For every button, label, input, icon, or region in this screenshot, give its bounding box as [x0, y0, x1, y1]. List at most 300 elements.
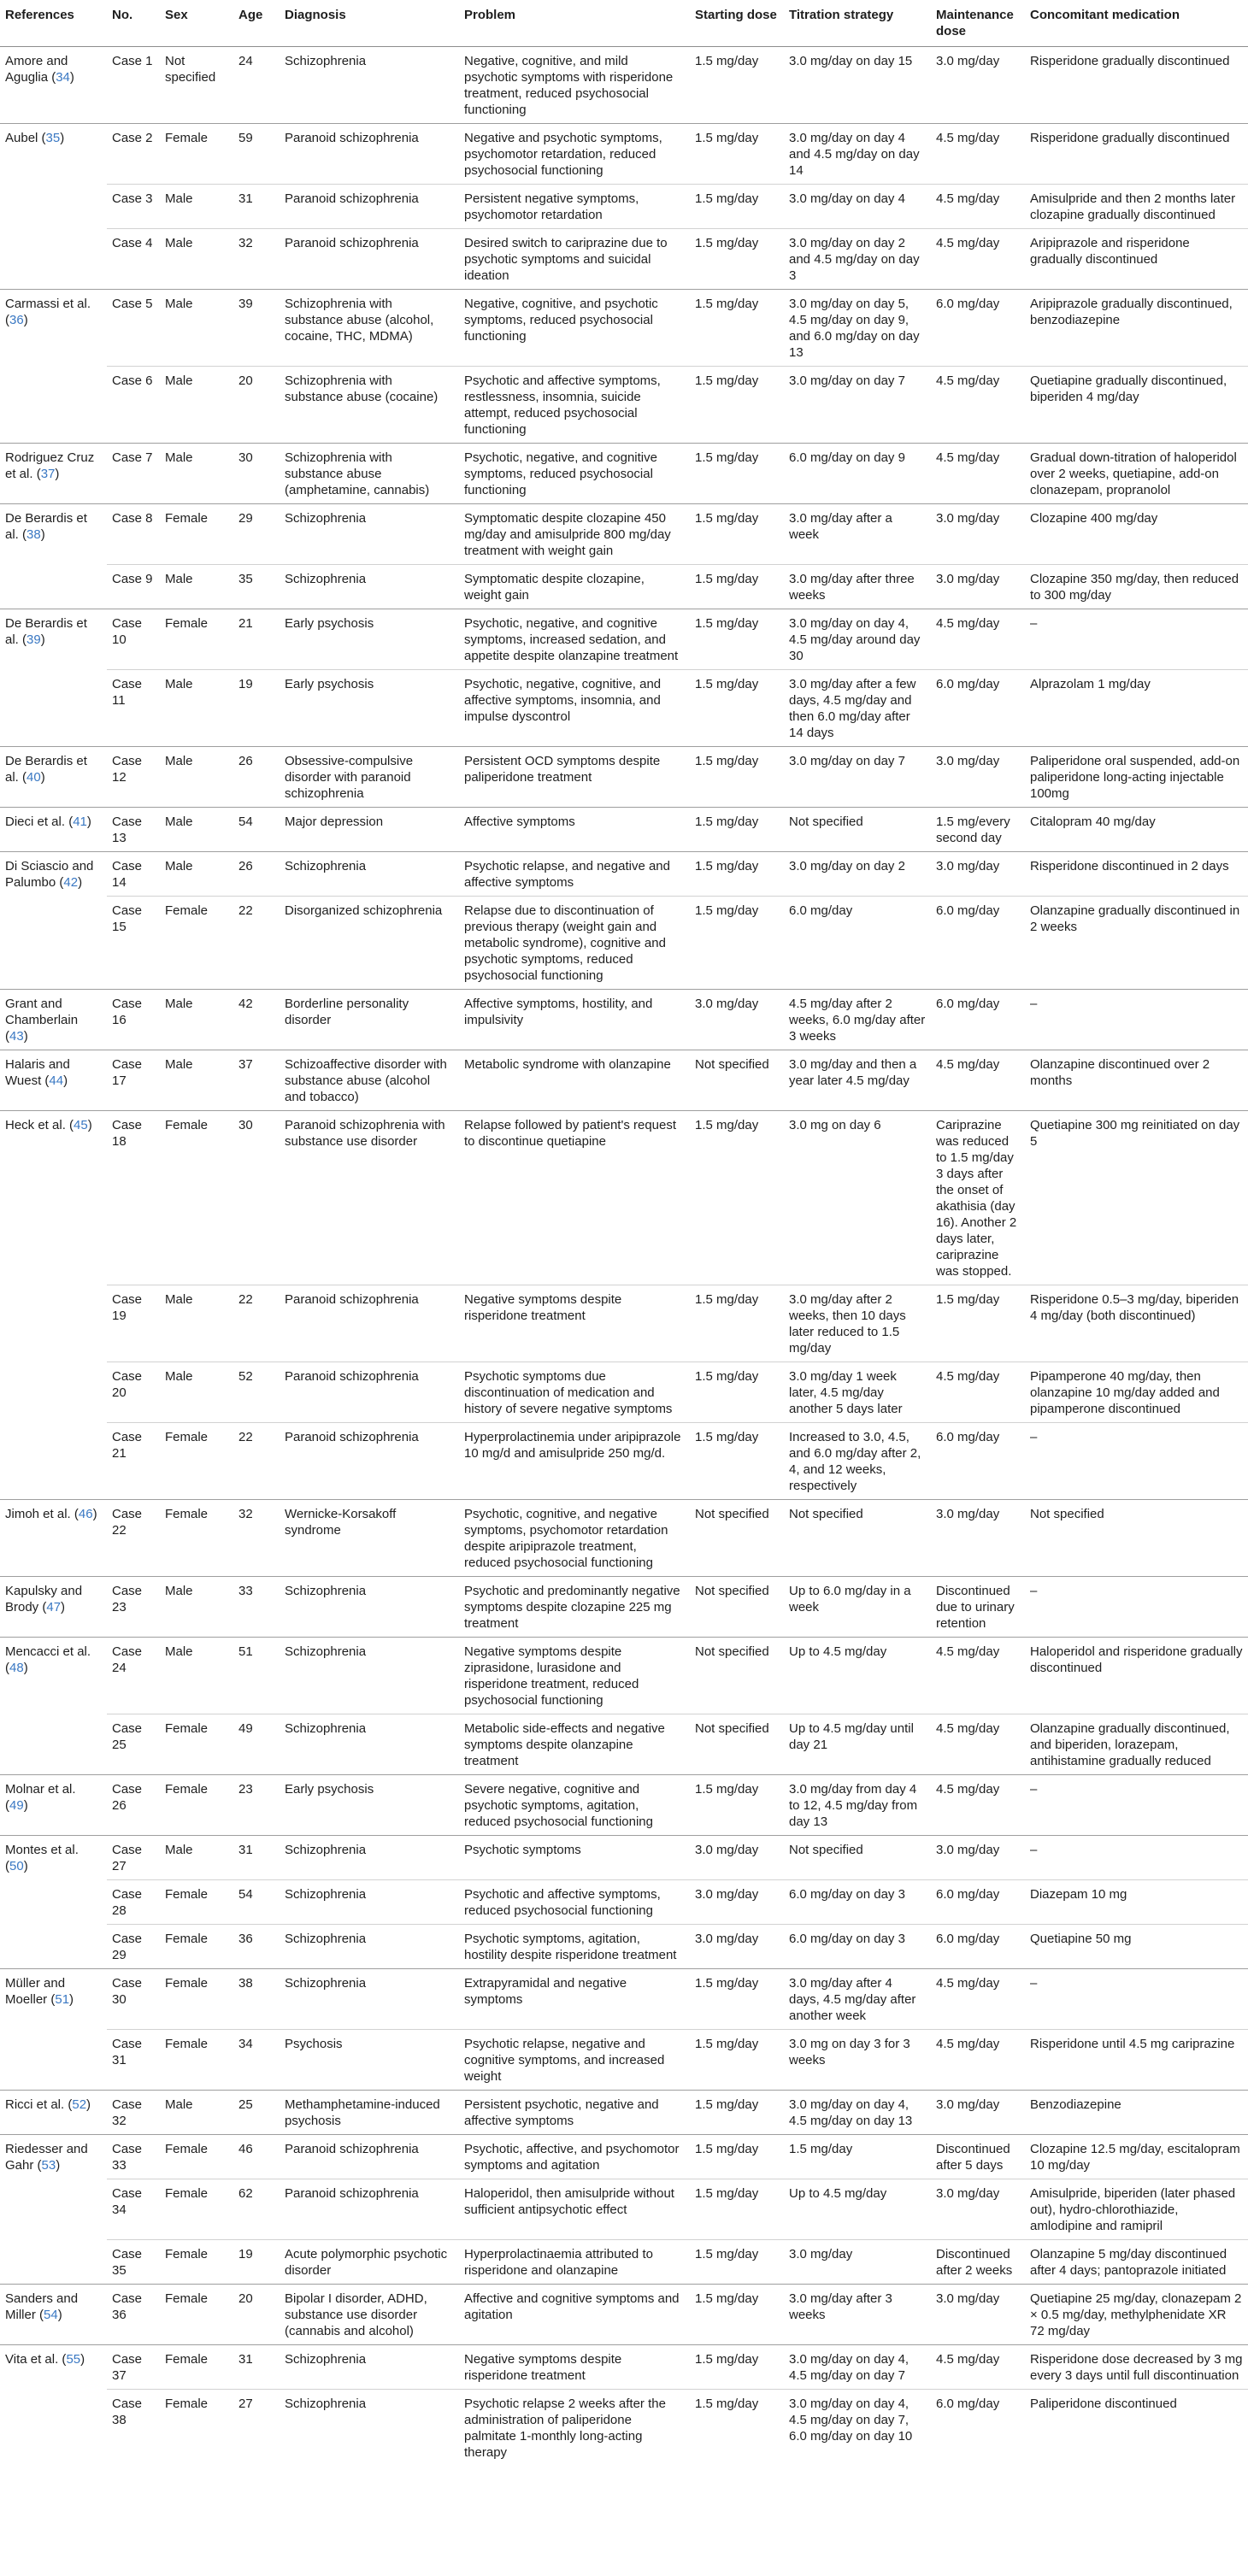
cell-problem: Psychotic, negative, and cognitive symptoms, increased sedation, and appetite despite olanzapine treatment — [459, 609, 690, 670]
cell-problem: Persistent OCD symptoms despite paliperidone treatment — [459, 747, 690, 808]
cell-age: 38 — [233, 1969, 280, 2030]
cell-concomitant-medication: Amisulpride and then 2 months later clozapine gradually discontinued — [1025, 185, 1248, 229]
cell-starting-dose: 1.5 mg/day — [690, 1969, 784, 2030]
reference-link[interactable]: 50 — [9, 1859, 24, 1873]
cell-starting-dose: 3.0 mg/day — [690, 1836, 784, 1880]
reference-authors: Aubel — [5, 131, 38, 145]
cell-titration-strategy: 3.0 mg/day on day 4 and 4.5 mg/day on day 14 — [784, 124, 931, 185]
cell-reference: De Berardis et al. (39) — [0, 609, 107, 670]
cell-problem: Psychotic relapse 2 weeks after the administration of paliperidone palmitate 1-monthly long-acting therapy — [459, 2390, 690, 2467]
table-row — [0, 1423, 1248, 1500]
cell-problem: Relapse due to discontinuation of previous therapy (weight gain and metabolic syndrome), cognitive and psychotic symptoms, reduced psychosocial functioning — [459, 897, 690, 990]
cell-titration-strategy: 3.0 mg/day after a few days, 4.5 mg/day and then 6.0 mg/day after 14 days — [784, 670, 931, 747]
reference-authors: Molnar et al. — [5, 1782, 76, 1797]
cell-case-number: Case 24 — [107, 1638, 160, 1714]
cell-age: 22 — [233, 1423, 280, 1500]
col-header-maintenance-dose: Maintenance dose — [931, 0, 1025, 47]
cell-age: 31 — [233, 2345, 280, 2390]
cell-diagnosis: Schizophrenia — [280, 1577, 459, 1638]
cell-problem: Affective and cognitive symptoms and agitation — [459, 2285, 690, 2345]
cell-maintenance-dose: 4.5 mg/day — [931, 1714, 1025, 1775]
reference-link[interactable]: 39 — [26, 632, 41, 647]
cell-case-number: Case 30 — [107, 1969, 160, 2030]
cell-problem: Symptomatic despite clozapine, weight gain — [459, 565, 690, 609]
cell-maintenance-dose: 3.0 mg/day — [931, 1836, 1025, 1880]
cell-diagnosis: Paranoid schizophrenia — [280, 124, 459, 185]
cell-reference: Sanders and Miller (54) — [0, 2285, 107, 2345]
cell-titration-strategy: 3.0 mg/day after 4 days, 4.5 mg/day after another week — [784, 1969, 931, 2030]
reference-authors: Dieci et al. — [5, 815, 66, 829]
cell-diagnosis: Schizophrenia — [280, 1638, 459, 1714]
table-row — [0, 609, 1248, 670]
cell-titration-strategy: 3.0 mg/day after 2 weeks, then 10 days later reduced to 1.5 mg/day — [784, 1285, 931, 1362]
cell-titration-strategy: 3.0 mg on day 6 — [784, 1111, 931, 1285]
cell-reference — [0, 1362, 107, 1423]
cell-age: 34 — [233, 2030, 280, 2091]
cell-sex: Female — [160, 1880, 233, 1925]
cell-case-number: Case 10 — [107, 609, 160, 670]
cell-case-number: Case 11 — [107, 670, 160, 747]
reference-link[interactable]: 45 — [74, 1118, 88, 1132]
cell-starting-dose: Not specified — [690, 1050, 784, 1111]
cell-problem: Psychotic relapse, negative and cognitive symptoms, and increased weight — [459, 2030, 690, 2091]
cell-concomitant-medication: Citalopram 40 mg/day — [1025, 808, 1248, 852]
reference-link[interactable]: 37 — [40, 467, 56, 481]
cell-sex: Female — [160, 2390, 233, 2467]
reference-link[interactable]: 41 — [73, 815, 87, 829]
table-row — [0, 124, 1248, 185]
cell-concomitant-medication: Aripiprazole gradually discontinued, benzodiazepine — [1025, 290, 1248, 367]
cell-concomitant-medication: Aripiprazole and risperidone gradually discontinued — [1025, 229, 1248, 290]
cell-maintenance-dose: Discontinued due to urinary retention — [931, 1577, 1025, 1638]
cell-age: 30 — [233, 1111, 280, 1285]
cell-reference — [0, 2390, 107, 2467]
reference-link[interactable]: 42 — [63, 875, 79, 890]
table-row — [0, 290, 1248, 367]
cell-sex: Female — [160, 1423, 233, 1500]
cell-starting-dose: 1.5 mg/day — [690, 565, 784, 609]
cell-problem: Negative and psychotic symptoms, psychomotor retardation, reduced psychosocial functioning — [459, 124, 690, 185]
cell-problem: Psychotic symptoms due discontinuation of medication and history of severe negative symptoms — [459, 1362, 690, 1423]
table-row — [0, 808, 1248, 852]
cell-age: 20 — [233, 2285, 280, 2345]
cell-concomitant-medication: – — [1025, 990, 1248, 1050]
cell-case-number: Case 27 — [107, 1836, 160, 1880]
reference-link[interactable]: 40 — [26, 770, 41, 785]
cell-sex: Not specified — [160, 47, 233, 124]
cell-sex: Female — [160, 609, 233, 670]
cell-maintenance-dose: 6.0 mg/day — [931, 2390, 1025, 2467]
cell-maintenance-dose: 6.0 mg/day — [931, 990, 1025, 1050]
cell-titration-strategy: 3.0 mg/day after 3 weeks — [784, 2285, 931, 2345]
reference-authors: Montes et al. — [5, 1843, 79, 1857]
header-row — [0, 0, 1248, 47]
reference-authors: De Berardis et al. — [5, 754, 87, 785]
cell-starting-dose: Not specified — [690, 1638, 784, 1714]
cell-concomitant-medication: Risperidone discontinued in 2 days — [1025, 852, 1248, 897]
table-row — [0, 2285, 1248, 2345]
cell-age: 35 — [233, 565, 280, 609]
col-header-references: References — [0, 0, 107, 47]
cell-case-number: Case 32 — [107, 2091, 160, 2135]
table-row — [0, 229, 1248, 290]
table-row — [0, 747, 1248, 808]
cell-titration-strategy: 3.0 mg/day and then a year later 4.5 mg/day — [784, 1050, 931, 1111]
cell-case-number: Case 5 — [107, 290, 160, 367]
cell-sex: Female — [160, 1714, 233, 1775]
cell-maintenance-dose: 3.0 mg/day — [931, 852, 1025, 897]
cell-diagnosis: Schizophrenia — [280, 1925, 459, 1969]
table-row — [0, 504, 1248, 565]
table-row — [0, 1880, 1248, 1925]
cell-diagnosis: Schizophrenia — [280, 1836, 459, 1880]
table-row — [0, 2135, 1248, 2179]
cell-maintenance-dose: 4.5 mg/day — [931, 609, 1025, 670]
cell-starting-dose: 3.0 mg/day — [690, 1880, 784, 1925]
cell-problem: Metabolic syndrome with olanzapine — [459, 1050, 690, 1111]
cell-diagnosis: Early psychosis — [280, 1775, 459, 1836]
reference-link[interactable]: 51 — [55, 1992, 70, 2007]
cell-maintenance-dose: 4.5 mg/day — [931, 229, 1025, 290]
cell-problem: Negative symptoms despite ziprasidone, lurasidone and risperidone treatment, reduced psychosocial functioning — [459, 1638, 690, 1714]
cell-starting-dose: 1.5 mg/day — [690, 124, 784, 185]
cell-maintenance-dose: 3.0 mg/day — [931, 47, 1025, 124]
cell-concomitant-medication: Haloperidol and risperidone gradually discontinued — [1025, 1638, 1248, 1714]
cell-starting-dose: 1.5 mg/day — [690, 1362, 784, 1423]
reference-link[interactable]: 35 — [45, 131, 61, 145]
cell-maintenance-dose: 4.5 mg/day — [931, 185, 1025, 229]
table-row — [0, 1577, 1248, 1638]
cell-diagnosis: Schizophrenia — [280, 504, 459, 565]
cell-sex: Male — [160, 670, 233, 747]
table-row — [0, 2091, 1248, 2135]
cell-problem: Persistent psychotic, negative and affective symptoms — [459, 2091, 690, 2135]
cell-age: 31 — [233, 1836, 280, 1880]
cell-reference: Di Sciascio and Palumbo (42) — [0, 852, 107, 897]
cell-diagnosis: Paranoid schizophrenia — [280, 1423, 459, 1500]
table-row — [0, 1969, 1248, 2030]
cell-starting-dose: 1.5 mg/day — [690, 504, 784, 565]
reference-link[interactable]: 48 — [9, 1661, 24, 1675]
reference-link[interactable]: 38 — [26, 527, 41, 542]
cell-sex: Female — [160, 897, 233, 990]
reference-authors: Grant and Chamberlain — [5, 997, 79, 1027]
cell-maintenance-dose: 4.5 mg/day — [931, 124, 1025, 185]
cell-problem: Negative, cognitive, and psychotic symptoms, reduced psychosocial functioning — [459, 290, 690, 367]
cell-age: 54 — [233, 808, 280, 852]
reference-authors: Rodriguez Cruz et al. — [5, 450, 95, 481]
cell-concomitant-medication: Quetiapine 300 mg reinitiated on day 5 — [1025, 1111, 1248, 1285]
cell-titration-strategy: Increased to 3.0, 4.5, and 6.0 mg/day after 2, 4, and 12 weeks, respectively — [784, 1423, 931, 1500]
cell-sex: Male — [160, 747, 233, 808]
cell-starting-dose: 1.5 mg/day — [690, 670, 784, 747]
cell-concomitant-medication: Not specified — [1025, 1500, 1248, 1577]
cell-case-number: Case 14 — [107, 852, 160, 897]
cell-starting-dose: 1.5 mg/day — [690, 290, 784, 367]
cell-maintenance-dose: 3.0 mg/day — [931, 565, 1025, 609]
cell-concomitant-medication: Gradual down-titration of haloperidol over 2 weeks, quetiapine, add-on clonazepam, propranolol — [1025, 444, 1248, 504]
cell-diagnosis: Schizophrenia — [280, 2390, 459, 2467]
cell-concomitant-medication: Risperidone gradually discontinued — [1025, 124, 1248, 185]
cell-reference: Ricci et al. (52) — [0, 2091, 107, 2135]
cell-age: 29 — [233, 504, 280, 565]
cell-problem: Psychotic relapse, and negative and affective symptoms — [459, 852, 690, 897]
cell-diagnosis: Schizophrenia — [280, 47, 459, 124]
reference-authors: Carmassi et al. — [5, 297, 91, 311]
cell-case-number: Case 19 — [107, 1285, 160, 1362]
reference-link[interactable]: 53 — [41, 2158, 56, 2173]
reference-authors: Riedesser and Gahr — [5, 2142, 88, 2173]
cell-maintenance-dose: 6.0 mg/day — [931, 1423, 1025, 1500]
cell-sex: Male — [160, 1362, 233, 1423]
cell-starting-dose: 1.5 mg/day — [690, 185, 784, 229]
cell-age: 31 — [233, 185, 280, 229]
cell-age: 32 — [233, 229, 280, 290]
cell-starting-dose: 1.5 mg/day — [690, 609, 784, 670]
cell-diagnosis: Early psychosis — [280, 670, 459, 747]
cell-reference: Rodriguez Cruz et al. (37) — [0, 444, 107, 504]
cell-reference — [0, 670, 107, 747]
table-row — [0, 897, 1248, 990]
col-header-concomitant-medication: Concomitant medication — [1025, 0, 1248, 47]
cell-reference: De Berardis et al. (38) — [0, 504, 107, 565]
cell-sex: Female — [160, 2179, 233, 2240]
cell-diagnosis: Schizophrenia — [280, 852, 459, 897]
cell-age: 54 — [233, 1880, 280, 1925]
cell-maintenance-dose: 4.5 mg/day — [931, 444, 1025, 504]
cell-titration-strategy: 3.0 mg/day on day 2 and 4.5 mg/day on day 3 — [784, 229, 931, 290]
reference-link[interactable]: 44 — [49, 1073, 64, 1088]
cell-case-number: Case 6 — [107, 367, 160, 444]
cell-reference — [0, 2240, 107, 2285]
cell-maintenance-dose: 6.0 mg/day — [931, 670, 1025, 747]
cell-starting-dose: 1.5 mg/day — [690, 2390, 784, 2467]
cell-titration-strategy: 3.0 mg/day on day 5, 4.5 mg/day on day 9, and 6.0 mg/day on day 13 — [784, 290, 931, 367]
cell-diagnosis: Schizophrenia with substance abuse (alcohol, cocaine, THC, MDMA) — [280, 290, 459, 367]
cell-reference: Kapulsky and Brody (47) — [0, 1577, 107, 1638]
cell-titration-strategy: 3.0 mg/day on day 4, 4.5 mg/day on day 7 — [784, 2345, 931, 2390]
cell-diagnosis: Schizophrenia — [280, 565, 459, 609]
cell-diagnosis: Schizoaffective disorder with substance abuse (alcohol and tobacco) — [280, 1050, 459, 1111]
cell-age: 59 — [233, 124, 280, 185]
reference-authors: Mencacci et al. — [5, 1644, 91, 1659]
cell-titration-strategy: 6.0 mg/day on day 9 — [784, 444, 931, 504]
cell-reference: Aubel (35) — [0, 124, 107, 185]
reference-link[interactable]: 54 — [44, 2308, 58, 2322]
cell-concomitant-medication: Amisulpride, biperiden (later phased out), hydro-chlorothiazide, amlodipine and ramipril — [1025, 2179, 1248, 2240]
reference-authors: Kapulsky and Brody — [5, 1584, 83, 1614]
cell-age: 21 — [233, 609, 280, 670]
cell-starting-dose: 1.5 mg/day — [690, 444, 784, 504]
col-header-sex: Sex — [160, 0, 233, 47]
cell-diagnosis: Acute polymorphic psychotic disorder — [280, 2240, 459, 2285]
cell-sex: Female — [160, 1500, 233, 1577]
reference-authors: Vita et al. — [5, 2352, 59, 2367]
cell-problem: Severe negative, cognitive and psychotic symptoms, agitation, reduced psychosocial functioning — [459, 1775, 690, 1836]
cell-starting-dose: 1.5 mg/day — [690, 852, 784, 897]
table-row — [0, 990, 1248, 1050]
cell-sex: Male — [160, 185, 233, 229]
cell-reference: Amore and Aguglia (34) — [0, 47, 107, 124]
cell-reference: Halaris and Wuest (44) — [0, 1050, 107, 1111]
table-row — [0, 2240, 1248, 2285]
cell-age: 19 — [233, 2240, 280, 2285]
cell-reference: Vita et al. (55) — [0, 2345, 107, 2390]
cell-titration-strategy: 6.0 mg/day on day 3 — [784, 1925, 931, 1969]
cell-concomitant-medication: Olanzapine discontinued over 2 months — [1025, 1050, 1248, 1111]
cell-case-number: Case 36 — [107, 2285, 160, 2345]
cell-sex: Male — [160, 808, 233, 852]
cell-maintenance-dose: 4.5 mg/day — [931, 1638, 1025, 1714]
table-row — [0, 1050, 1248, 1111]
cell-sex: Female — [160, 2285, 233, 2345]
cell-sex: Female — [160, 2135, 233, 2179]
cell-reference — [0, 229, 107, 290]
cell-concomitant-medication: Clozapine 12.5 mg/day, escitalopram 10 mg/day — [1025, 2135, 1248, 2179]
cell-age: 22 — [233, 897, 280, 990]
col-header-age: Age — [233, 0, 280, 47]
cell-problem: Psychotic, affective, and psychomotor symptoms and agitation — [459, 2135, 690, 2179]
cell-sex: Female — [160, 2240, 233, 2285]
cell-titration-strategy: 3.0 mg/day on day 4, 4.5 mg/day on day 7, 6.0 mg/day on day 10 — [784, 2390, 931, 2467]
cell-case-number: Case 22 — [107, 1500, 160, 1577]
cell-problem: Psychotic, negative, cognitive, and affective symptoms, insomnia, and impulse dyscontrol — [459, 670, 690, 747]
cell-concomitant-medication: Risperidone 0.5–3 mg/day, biperiden 4 mg/day (both discontinued) — [1025, 1285, 1248, 1362]
cell-sex: Male — [160, 1577, 233, 1638]
cell-reference: Mencacci et al. (48) — [0, 1638, 107, 1714]
cell-concomitant-medication: Risperidone gradually discontinued — [1025, 47, 1248, 124]
cell-reference: Riedesser and Gahr (53) — [0, 2135, 107, 2179]
cell-problem: Extrapyramidal and negative symptoms — [459, 1969, 690, 2030]
cell-titration-strategy: Not specified — [784, 1836, 931, 1880]
reference-link[interactable]: 43 — [9, 1029, 24, 1044]
cell-age: 25 — [233, 2091, 280, 2135]
reference-link[interactable]: 49 — [9, 1798, 24, 1813]
cell-maintenance-dose: Discontinued after 5 days — [931, 2135, 1025, 2179]
cell-diagnosis: Schizophrenia — [280, 1880, 459, 1925]
cell-reference — [0, 565, 107, 609]
cell-concomitant-medication: – — [1025, 1423, 1248, 1500]
reference-link[interactable]: 55 — [66, 2352, 81, 2367]
cell-maintenance-dose: 6.0 mg/day — [931, 1880, 1025, 1925]
cell-titration-strategy: 1.5 mg/day — [784, 2135, 931, 2179]
cell-case-number: Case 3 — [107, 185, 160, 229]
cell-case-number: Case 23 — [107, 1577, 160, 1638]
cell-concomitant-medication: Paliperidone oral suspended, add-on paliperidone long-acting injectable 100mg — [1025, 747, 1248, 808]
cell-problem: Psychotic and predominantly negative symptoms despite clozapine 225 mg treatment — [459, 1577, 690, 1638]
cell-starting-dose: Not specified — [690, 1500, 784, 1577]
cell-problem: Relapse followed by patient's request to discontinue quetiapine — [459, 1111, 690, 1285]
cell-titration-strategy: Not specified — [784, 1500, 931, 1577]
cell-age: 39 — [233, 290, 280, 367]
cell-problem: Symptomatic despite clozapine 450 mg/day and amisulpride 800 mg/day treatment with weight gain — [459, 504, 690, 565]
reference-authors: De Berardis et al. — [5, 616, 87, 647]
cell-problem: Desired switch to cariprazine due to psychotic symptoms and suicidal ideation — [459, 229, 690, 290]
cell-diagnosis: Schizophrenia — [280, 1714, 459, 1775]
cell-diagnosis: Paranoid schizophrenia — [280, 2179, 459, 2240]
reference-link[interactable]: 52 — [72, 2097, 87, 2112]
cell-diagnosis: Psychosis — [280, 2030, 459, 2091]
cell-age: 24 — [233, 47, 280, 124]
cell-concomitant-medication: Alprazolam 1 mg/day — [1025, 670, 1248, 747]
cell-concomitant-medication: Quetiapine 25 mg/day, clonazepam 2 × 0.5 mg/day, methylphenidate XR 72 mg/day — [1025, 2285, 1248, 2345]
cell-concomitant-medication: Risperidone until 4.5 mg cariprazine — [1025, 2030, 1248, 2091]
cell-sex: Female — [160, 124, 233, 185]
table-row — [0, 1775, 1248, 1836]
cell-case-number: Case 28 — [107, 1880, 160, 1925]
cell-concomitant-medication: – — [1025, 1969, 1248, 2030]
cell-case-number: Case 26 — [107, 1775, 160, 1836]
cell-titration-strategy: Up to 4.5 mg/day — [784, 2179, 931, 2240]
cell-starting-dose: 1.5 mg/day — [690, 897, 784, 990]
cell-reference: Müller and Moeller (51) — [0, 1969, 107, 2030]
cell-titration-strategy: 3.0 mg/day after three weeks — [784, 565, 931, 609]
reference-authors: Di Sciascio and Palumbo — [5, 859, 94, 890]
cell-age: 26 — [233, 852, 280, 897]
cell-maintenance-dose: 4.5 mg/day — [931, 2345, 1025, 2390]
cell-age: 36 — [233, 1925, 280, 1969]
cell-maintenance-dose: 4.5 mg/day — [931, 367, 1025, 444]
cell-titration-strategy: 3.0 mg/day on day 4, 4.5 mg/day on day 13 — [784, 2091, 931, 2135]
cell-problem: Negative, cognitive, and mild psychotic symptoms with risperidone treatment, reduced psychosocial functioning — [459, 47, 690, 124]
cell-titration-strategy: 3.0 mg/day on day 7 — [784, 367, 931, 444]
cell-sex: Female — [160, 1775, 233, 1836]
cell-diagnosis: Bipolar I disorder, ADHD, substance use disorder (cannabis and alcohol) — [280, 2285, 459, 2345]
cell-sex: Female — [160, 504, 233, 565]
cell-concomitant-medication: Quetiapine 50 mg — [1025, 1925, 1248, 1969]
reference-link[interactable]: 34 — [56, 70, 70, 85]
cell-concomitant-medication: Olanzapine gradually discontinued, and biperiden, lorazepam, antihistamine gradually reduced — [1025, 1714, 1248, 1775]
cell-titration-strategy: 3.0 mg/day — [784, 2240, 931, 2285]
cell-diagnosis: Major depression — [280, 808, 459, 852]
cell-maintenance-dose: 1.5 mg/every second day — [931, 808, 1025, 852]
cell-starting-dose: 1.5 mg/day — [690, 367, 784, 444]
cell-sex: Male — [160, 1285, 233, 1362]
cell-reference: De Berardis et al. (40) — [0, 747, 107, 808]
reference-link[interactable]: 36 — [9, 313, 24, 327]
cell-starting-dose: 1.5 mg/day — [690, 1775, 784, 1836]
table-body — [0, 47, 1248, 2467]
cell-diagnosis: Disorganized schizophrenia — [280, 897, 459, 990]
table-row — [0, 565, 1248, 609]
cell-titration-strategy: Up to 4.5 mg/day — [784, 1638, 931, 1714]
table-row — [0, 2345, 1248, 2390]
cell-diagnosis: Methamphetamine-induced psychosis — [280, 2091, 459, 2135]
cell-concomitant-medication: Olanzapine 5 mg/day discontinued after 4 days; pantoprazole initiated — [1025, 2240, 1248, 2285]
cell-concomitant-medication: – — [1025, 1775, 1248, 1836]
cell-sex: Male — [160, 2091, 233, 2135]
cell-problem: Affective symptoms — [459, 808, 690, 852]
reference-link[interactable]: 47 — [46, 1600, 62, 1614]
cell-titration-strategy: 3.0 mg/day on day 15 — [784, 47, 931, 124]
cell-problem: Psychotic and affective symptoms, restlessness, insomnia, suicide attempt, reduced psychosocial functioning — [459, 367, 690, 444]
cell-sex: Male — [160, 990, 233, 1050]
cell-reference — [0, 367, 107, 444]
cell-problem: Psychotic symptoms — [459, 1836, 690, 1880]
table-row — [0, 367, 1248, 444]
reference-authors: Sanders and Miller — [5, 2291, 79, 2322]
cell-starting-dose: 3.0 mg/day — [690, 1925, 784, 1969]
cell-starting-dose: 1.5 mg/day — [690, 747, 784, 808]
cell-case-number: Case 18 — [107, 1111, 160, 1285]
cell-titration-strategy: 3.0 mg/day 1 week later, 4.5 mg/day another 5 days later — [784, 1362, 931, 1423]
table-row — [0, 1925, 1248, 1969]
cell-diagnosis: Paranoid schizophrenia — [280, 229, 459, 290]
cell-reference: Carmassi et al. (36) — [0, 290, 107, 367]
cell-case-number: Case 33 — [107, 2135, 160, 2179]
reference-link[interactable]: 46 — [78, 1507, 93, 1521]
cell-sex: Male — [160, 1050, 233, 1111]
